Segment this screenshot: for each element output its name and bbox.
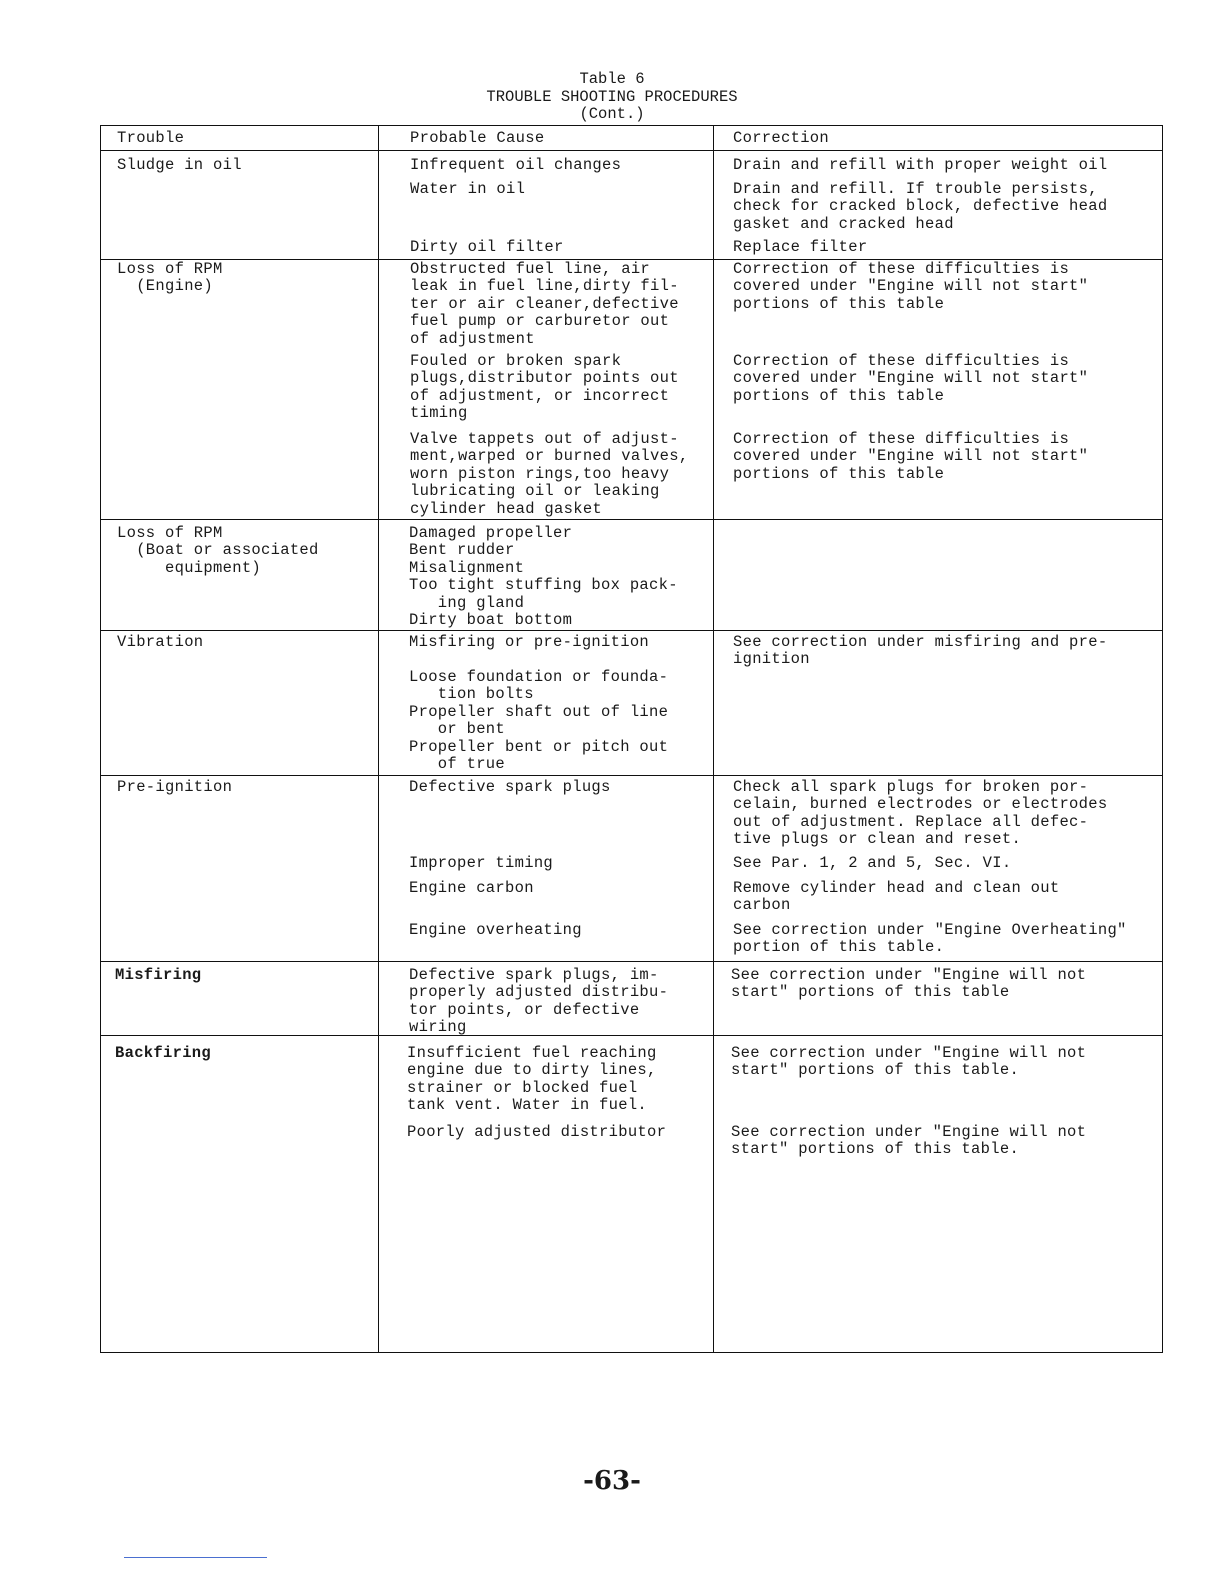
correction-cell: Correction of these difficulties is covered under "Engine will not start" portions of this table xyxy=(733,430,1089,483)
correction-cell: Correction of these difficulties is covered under "Engine will not start" portions of this table xyxy=(733,352,1089,405)
correction-cell: Remove cylinder head and clean out carbon xyxy=(733,879,1060,915)
trouble-shooting-table xyxy=(100,125,1163,1353)
cause-cell: Engine carbon xyxy=(409,879,534,897)
trouble-cell: Loss of RPM (Boat or associated equipment) xyxy=(117,524,319,577)
table-title: TROUBLE SHOOTING PROCEDURES xyxy=(486,88,738,106)
cause-cell: Obstructed fuel line, air leak in fuel line,dirty fil- ter or air cleaner,defective fuel pump or carburetor out of adjustment xyxy=(410,260,679,348)
trouble-cell: Backfiring xyxy=(115,1044,212,1062)
cause-cell: Dirty oil filter xyxy=(410,238,564,256)
cause-cell: Valve tappets out of adjust- ment,warped or burned valves, worn piston rings,too heavy lubricating oil or leaking cylinder head gasket xyxy=(410,430,689,518)
correction-cell: See correction under "Engine will not start" portions of this table xyxy=(731,966,1087,1002)
column-header-probable-cause: Probable Cause xyxy=(410,129,545,147)
footer-rule xyxy=(124,1557,267,1558)
cause-cell: Defective spark plugs xyxy=(409,778,611,796)
table-number: Table 6 xyxy=(579,70,645,88)
row-divider xyxy=(101,630,1162,631)
correction-cell: Drain and refill with proper weight oil xyxy=(733,156,1108,174)
correction-cell: See correction under "Engine will not start" portions of this table. xyxy=(731,1044,1087,1080)
cause-cell: Loose foundation or founda- tion bolts Propeller shaft out of line or bent Propeller bent or pitch out of true xyxy=(409,668,669,774)
table-subtitle: (Cont.) xyxy=(579,105,645,123)
cause-cell: Improper timing xyxy=(409,854,554,872)
correction-cell: Replace filter xyxy=(733,238,868,256)
correction-cell: See Par. 1, 2 and 5, Sec. VI. xyxy=(733,854,1012,872)
cause-cell: Misfiring or pre-ignition xyxy=(409,633,650,651)
trouble-cell: Vibration xyxy=(117,633,204,651)
cause-cell: Defective spark plugs, im- properly adjusted distribu- tor points, or defective wiring xyxy=(409,966,669,1037)
header-divider xyxy=(101,150,1162,151)
correction-cell: See correction under "Engine will not start" portions of this table. xyxy=(731,1123,1087,1159)
correction-cell: Check all spark plugs for broken por- celain, burned electrodes or electrodes out of adjustment. Replace all defec- tive plugs or clean and reset. xyxy=(733,778,1108,849)
column-header-trouble: Trouble xyxy=(117,129,185,147)
row-divider xyxy=(101,961,1162,962)
cause-cell: Insufficient fuel reaching engine due to dirty lines, strainer or blocked fuel tank vent. Water in fuel. xyxy=(407,1044,657,1115)
column-divider xyxy=(713,126,714,1352)
cause-cell: Engine overheating xyxy=(409,921,582,939)
column-header-correction: Correction xyxy=(733,129,830,147)
correction-cell: See correction under misfiring and pre- ignition xyxy=(733,633,1108,669)
cause-cell: Fouled or broken spark plugs,distributor points out of adjustment, or incorrect timing xyxy=(410,352,679,423)
cause-cell: Damaged propeller Bent rudder Misalignment Too tight stuffing box pack- ing gland Dirty boat bottom xyxy=(409,524,678,630)
trouble-cell: Misfiring xyxy=(115,966,202,984)
cause-cell: Infrequent oil changes xyxy=(410,156,622,174)
trouble-cell: Loss of RPM (Engine) xyxy=(117,260,223,296)
correction-cell: See correction under "Engine Overheating" portion of this table. xyxy=(733,921,1127,957)
row-divider xyxy=(101,519,1162,520)
cause-cell: Poorly adjusted distributor xyxy=(407,1123,667,1141)
correction-cell: Drain and refill. If trouble persists, check for cracked block, defective head gasket and cracked head xyxy=(733,180,1108,233)
trouble-cell: Pre-ignition xyxy=(117,778,233,796)
trouble-cell: Sludge in oil xyxy=(117,156,242,174)
cause-cell: Water in oil xyxy=(410,180,526,198)
page-number: -63- xyxy=(583,1466,641,1496)
column-divider xyxy=(378,126,379,1352)
correction-cell: Correction of these difficulties is covered under "Engine will not start" portions of this table xyxy=(733,260,1089,313)
row-divider xyxy=(101,775,1162,776)
